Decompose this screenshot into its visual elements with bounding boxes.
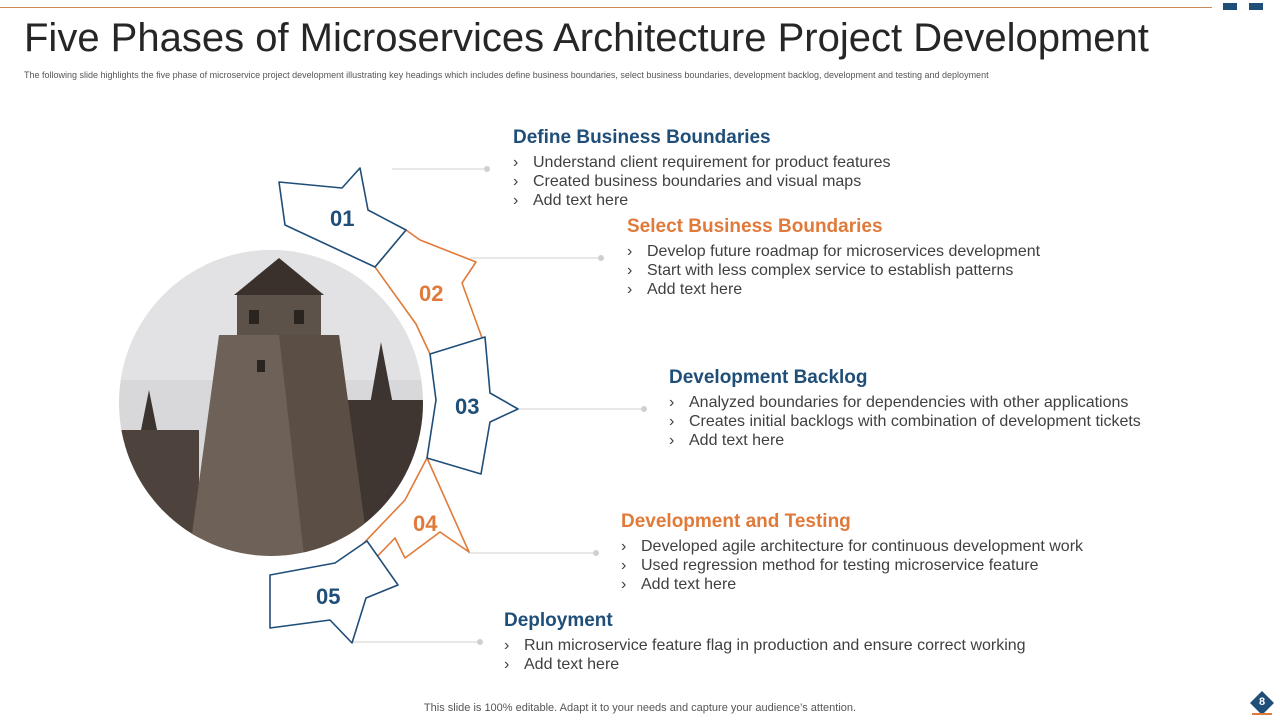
chevron-right-icon: › [504,637,510,654]
chevron-right-icon: › [513,173,519,190]
phase-bullet-list [669,393,1141,450]
slide-subtitle: The following slide highlights the five phase of microservice project development illustrating key headings which includes define business boundaries, select business boundaries, development backlog, development and testing and deployment [24,70,989,80]
phase-heading: Define Business Boundaries [513,127,771,148]
phase-block-01 [513,127,891,210]
list-item: › Develop future roadmap for microservices development [627,243,1041,260]
list-item: › Add text here [627,281,743,298]
chevron-right-icon: › [669,413,675,430]
list-item: › Add text here [504,656,620,673]
list-item: › Creates initial backlogs with combination of development tickets [669,413,1141,430]
chevron-right-icon: › [504,656,510,673]
castle-tower-photo [119,250,423,556]
phase-heading: Select Business Boundaries [627,216,883,237]
chevron-right-icon: › [627,262,633,279]
phase-bullet-list [513,153,891,210]
chevron-right-icon: › [627,243,633,260]
chevron-right-icon: › [513,192,519,209]
chevron-right-icon: › [621,538,627,555]
phase-bullet-list [621,537,1083,594]
phase-block-02 [627,216,1040,299]
phase-heading: Development Backlog [669,367,868,388]
list-item: › Analyzed boundaries for dependencies with other applications [669,394,1129,411]
connector-dot-05 [478,640,483,645]
connector-dot-01 [485,167,490,172]
page-number-badge [1249,690,1275,716]
connector-dot-04 [594,551,599,556]
list-item: › Used regression method for testing microservice feature [621,557,1039,574]
list-item: › Add text here [513,192,629,209]
phase-bullet-list [627,242,1040,299]
list-item: › Add text here [621,576,737,593]
list-item: › Created business boundaries and visual maps [513,173,862,190]
phase-block-05 [504,610,1026,674]
chevron-right-icon: › [627,281,633,298]
phase-heading: Deployment [504,610,613,631]
list-item: › Understand client requirement for product features [513,154,891,171]
chevron-right-icon: › [621,576,627,593]
list-item: › Developed agile architecture for continuous development work [621,538,1084,555]
chevron-right-icon: › [669,432,675,449]
phase-number-04: 04 [413,511,438,536]
phase-block-04 [621,511,1083,594]
chevron-right-icon: › [669,394,675,411]
chevron-right-icon: › [513,154,519,171]
phase-number-02: 02 [419,281,444,306]
phase-block-03 [669,367,1141,450]
list-item: › Start with less complex service to establish patterns [627,262,1014,279]
phase-number-05: 05 [316,584,341,609]
phase-heading: Development and Testing [621,511,851,532]
phase-bullet-list [504,636,1026,674]
connector-dot-02 [599,256,604,261]
phase-number-03: 03 [455,394,480,419]
chevron-right-icon: › [621,557,627,574]
list-item: › Add text here [669,432,785,449]
slide-title: Five Phases of Microservices Architecture Project Development [24,16,1149,60]
connector-dot-03 [642,407,647,412]
list-item: › Run microservice feature flag in production and ensure correct working [504,637,1026,654]
page-number: 8 [1258,696,1266,708]
footer-note: This slide is 100% editable. Adapt it to your needs and capture your audience’s attention. [423,702,857,714]
phase-number-01: 01 [330,206,355,231]
